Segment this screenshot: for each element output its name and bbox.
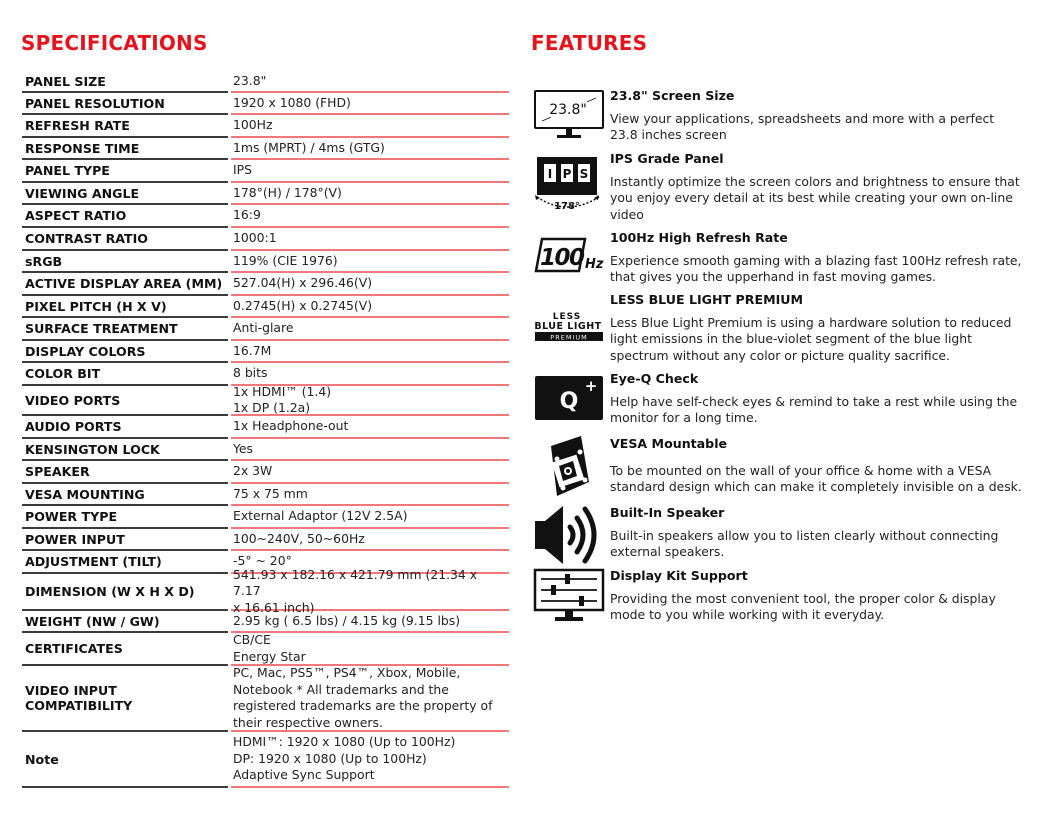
spec-value bbox=[231, 228, 509, 251]
spec-row bbox=[22, 71, 509, 93]
spec-label: VIDEO INPUT COMPATIBILITY bbox=[22, 666, 228, 732]
spec-value-line: 75 x 75 mm bbox=[233, 485, 308, 501]
svg-text:23.8": 23.8" bbox=[549, 102, 587, 118]
spec-row bbox=[22, 506, 509, 529]
spec-row bbox=[22, 273, 509, 296]
spec-value-line: External Adaptor (12V 2.5A) bbox=[233, 508, 408, 524]
feature-title: LESS BLUE LIGHT PREMIUM bbox=[610, 292, 804, 307]
spec-value-line: 100Hz bbox=[233, 117, 273, 133]
spec-value-line: 1920 x 1080 (FHD) bbox=[233, 94, 351, 110]
spec-row bbox=[22, 416, 509, 439]
spec-label: COLOR BIT bbox=[22, 363, 228, 386]
spec-value-line: 2.95 kg ( 6.5 lbs) / 4.15 kg (9.15 lbs) bbox=[233, 612, 461, 628]
spec-value bbox=[231, 633, 509, 666]
spec-value-line: 23.8" bbox=[233, 72, 267, 88]
spec-value bbox=[231, 416, 509, 439]
spec-value bbox=[231, 273, 509, 296]
feature-description: Help have self-check eyes & remind to take a rest while using the monitor for a long time. bbox=[610, 394, 1018, 426]
svg-text:Q: Q bbox=[559, 389, 579, 414]
spec-value bbox=[231, 183, 509, 205]
spec-label: CONTRAST RATIO bbox=[22, 228, 228, 251]
spec-label: VIEWING ANGLE bbox=[22, 183, 228, 205]
spec-value bbox=[231, 296, 509, 318]
spec-label: POWER TYPE bbox=[22, 506, 228, 529]
spec-value bbox=[231, 484, 509, 506]
spec-label: CERTIFICATES bbox=[22, 633, 228, 666]
spec-label: SURFACE TREATMENT bbox=[22, 318, 228, 341]
spec-row bbox=[22, 461, 509, 484]
feature-title: VESA Mountable bbox=[610, 436, 728, 451]
spec-label: REFRESH RATE bbox=[22, 115, 228, 138]
spec-value-line: their respective owners. bbox=[233, 714, 383, 730]
spec-value bbox=[231, 529, 509, 551]
spec-value-line: 119% (CIE 1976) bbox=[233, 252, 338, 268]
spec-value-line: Yes bbox=[233, 440, 254, 456]
display-kit-icon bbox=[533, 568, 605, 624]
spec-row bbox=[22, 484, 509, 506]
spec-row bbox=[22, 183, 509, 205]
svg-text:I: I bbox=[547, 167, 553, 181]
spec-row bbox=[22, 115, 509, 138]
spec-row bbox=[22, 205, 509, 228]
spec-row bbox=[22, 611, 509, 633]
spec-label: ASPECT RATIO bbox=[22, 205, 228, 228]
spec-label: VIDEO PORTS bbox=[22, 386, 228, 416]
ips-panel-icon bbox=[533, 151, 605, 215]
spec-label: DISPLAY COLORS bbox=[22, 341, 228, 363]
spec-label: PANEL RESOLUTION bbox=[22, 93, 228, 115]
spec-label: WEIGHT (NW / GW) bbox=[22, 611, 228, 633]
spec-value-line: PC, Mac, PS5™, PS4™, Xbox, Mobile, bbox=[233, 665, 461, 680]
svg-text:P: P bbox=[562, 167, 572, 181]
spec-value bbox=[231, 341, 509, 363]
spec-value bbox=[231, 666, 509, 732]
spec-row bbox=[22, 341, 509, 363]
spec-value-line: 1ms (MPRT) / 4ms (GTG) bbox=[233, 139, 385, 155]
spec-label: Note bbox=[22, 732, 228, 788]
specifications-title: SPECIFICATIONS bbox=[21, 31, 208, 55]
spec-value bbox=[231, 205, 509, 228]
feature-description: Providing the most convenient tool, the proper color & display mode to you while working with it everyday. bbox=[610, 591, 996, 623]
spec-value-line: x 16.61 inch) bbox=[233, 599, 315, 615]
spec-value-line: 16:9 bbox=[233, 207, 261, 223]
svg-text:178°: 178° bbox=[554, 201, 580, 212]
spec-label: DIMENSION (W X H X D) bbox=[22, 574, 228, 611]
spec-row bbox=[22, 633, 509, 666]
monitor-size-icon bbox=[533, 88, 605, 142]
svg-text:S: S bbox=[579, 167, 589, 181]
spec-value-line: -5° ~ 20° bbox=[233, 553, 292, 569]
eye-q-check-icon bbox=[533, 371, 605, 421]
spec-label: PIXEL PITCH (H X V) bbox=[22, 296, 228, 318]
spec-row bbox=[22, 529, 509, 551]
spec-value-line: 1000:1 bbox=[233, 230, 277, 246]
spec-row bbox=[22, 296, 509, 318]
spec-row bbox=[22, 251, 509, 273]
feature-title: Built-In Speaker bbox=[610, 505, 725, 520]
spec-row bbox=[22, 566, 509, 615]
spec-value bbox=[231, 461, 509, 484]
spec-label: SPEAKER bbox=[22, 461, 228, 484]
spec-value-line: HDMI™: 1920 x 1080 (Up to 100Hz) bbox=[233, 734, 456, 750]
spec-label: PANEL TYPE bbox=[22, 160, 228, 183]
spec-value-line: 0.2745(H) x 0.2745(V) bbox=[233, 297, 373, 313]
spec-value bbox=[231, 566, 509, 615]
spec-value-line: 16.7M bbox=[233, 342, 272, 358]
less-blue-light-icon bbox=[533, 292, 605, 344]
spec-label: POWER INPUT bbox=[22, 529, 228, 551]
spec-label: VESA MOUNTING bbox=[22, 484, 228, 506]
feature-title: 100Hz High Refresh Rate bbox=[610, 230, 788, 245]
svg-text:Hz: Hz bbox=[585, 257, 604, 272]
spec-value-line: 541.93 x 182.16 x 421.79 mm (21.34 x 7.17 bbox=[233, 566, 478, 599]
spec-value-line: IPS bbox=[233, 162, 252, 178]
vesa-mount-icon bbox=[533, 436, 605, 500]
spec-value-line: 527.04(H) x 296.46(V) bbox=[233, 275, 373, 291]
spec-value-line: DP: 1920 x 1080 (Up to 100Hz) bbox=[233, 750, 427, 766]
feature-title: Display Kit Support bbox=[610, 568, 748, 583]
spec-row bbox=[22, 732, 509, 788]
feature-description: To be mounted on the wall of your office & home with a VESA standard design which can make it completely invisible on a desk. bbox=[610, 463, 1022, 495]
feature-description: View your applications, spreadsheets and more with a perfect 23.8 inches screen bbox=[610, 111, 995, 143]
spec-value-line: CB/CE bbox=[233, 632, 271, 647]
spec-value-line: 8 bits bbox=[233, 365, 268, 381]
spec-label: sRGB bbox=[22, 251, 228, 273]
spec-value-line: Adaptive Sync Support bbox=[233, 767, 375, 783]
feature-title: IPS Grade Panel bbox=[610, 151, 724, 166]
refresh-rate-icon bbox=[533, 230, 607, 276]
spec-row bbox=[22, 383, 509, 416]
spec-value-line: 100~240V, 50~60Hz bbox=[233, 530, 365, 546]
svg-text:PREMIUM: PREMIUM bbox=[550, 333, 588, 342]
spec-value-line: 1x HDMI™ (1.4) bbox=[233, 383, 332, 399]
spec-value bbox=[231, 732, 509, 788]
spec-value-line: 1x Headphone-out bbox=[233, 418, 349, 434]
features-title: FEATURES bbox=[531, 31, 648, 55]
specifications-table bbox=[22, 71, 509, 788]
spec-value bbox=[231, 71, 509, 93]
spec-value bbox=[231, 439, 509, 461]
spec-row bbox=[22, 228, 509, 251]
spec-value-line: 178°(H) / 178°(V) bbox=[233, 184, 342, 200]
feature-description: Experience smooth gaming with a blazing fast 100Hz refresh rate, that gives you the upperhand in fast moving games. bbox=[610, 253, 1022, 285]
feature-title: Eye-Q Check bbox=[610, 371, 699, 386]
spec-value bbox=[231, 506, 509, 529]
spec-label: ACTIVE DISPLAY AREA (MM) bbox=[22, 273, 228, 296]
feature-description: Built-in speakers allow you to listen clearly without connecting external speakers. bbox=[610, 528, 999, 560]
svg-text:LESS: LESS bbox=[552, 312, 582, 322]
spec-row bbox=[22, 318, 509, 341]
spec-value bbox=[231, 115, 509, 138]
spec-row bbox=[22, 138, 509, 160]
feature-description: Instantly optimize the screen colors and brightness to ensure that you enjoy every detail at its best while creating your own on-line video bbox=[610, 174, 1020, 222]
spec-value bbox=[231, 611, 509, 633]
spec-value-line: registered trademarks are the property of bbox=[233, 698, 493, 713]
svg-text:BLUE LIGHT: BLUE LIGHT bbox=[534, 321, 602, 332]
feature-title: 23.8" Screen Size bbox=[610, 88, 735, 103]
spec-value bbox=[231, 160, 509, 183]
spec-row bbox=[22, 93, 509, 115]
spec-label: ADJUSTMENT (TILT) bbox=[22, 551, 228, 574]
spec-value bbox=[231, 93, 509, 115]
spec-row bbox=[22, 160, 509, 183]
spec-value-line: Energy Star bbox=[233, 648, 306, 664]
speaker-icon bbox=[533, 505, 605, 565]
spec-value-line: 2x 3W bbox=[233, 463, 273, 479]
spec-value-line: Anti-glare bbox=[233, 320, 294, 336]
spec-label: KENSINGTON LOCK bbox=[22, 439, 228, 461]
svg-text:+: + bbox=[584, 377, 598, 395]
spec-label: PANEL SIZE bbox=[22, 71, 228, 93]
spec-value-line: Notebook * All trademarks and the bbox=[233, 681, 449, 697]
spec-row bbox=[22, 439, 509, 461]
spec-label: RESPONSE TIME bbox=[22, 138, 228, 160]
feature-description: Less Blue Light Premium is using a hardware solution to reduced light emissions in the blue-violet segment of the blue light spectrum without any color or picture quality sacrifice. bbox=[610, 315, 1012, 363]
spec-value bbox=[231, 318, 509, 341]
spec-label: AUDIO PORTS bbox=[22, 416, 228, 439]
spec-value bbox=[231, 251, 509, 273]
spec-value bbox=[231, 138, 509, 160]
spec-value-line: 1x DP (1.2a) bbox=[233, 400, 311, 415]
svg-text:100: 100 bbox=[540, 245, 584, 271]
spec-value bbox=[231, 383, 509, 416]
spec-row bbox=[22, 666, 509, 732]
